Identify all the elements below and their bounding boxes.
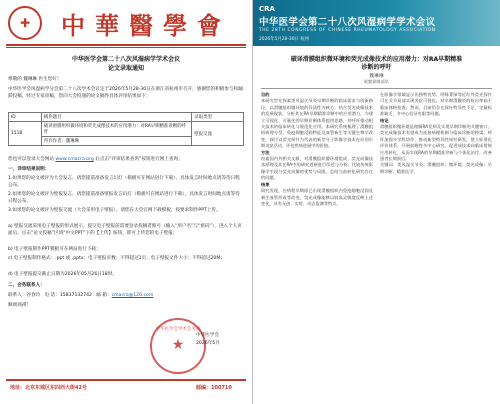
contact-name: 谷春玲: [26, 293, 41, 298]
section-aim: 目的: [261, 92, 270, 97]
footer-rule: [6, 379, 246, 381]
paper-title: 破译滑膜组织微环境和荧光成像技术的应用潜力：对RA早期精准: [290, 56, 463, 63]
table-cell-title: 破译滑膜组织微环境和荧光成像技术的应用潜力：对RA早期精准诊断的呼吁: [41, 122, 191, 137]
rule-paragraph-7: d) 电子壁报提交截止日期为2026年05月26日18时。: [8, 272, 117, 277]
letterhead-rule: [6, 44, 246, 46]
letter-subheading: 论文录取通知: [107, 65, 144, 72]
salutation: 尊敬的 魏琳琳 医生您好！: [8, 77, 62, 82]
paper-column-left: [261, 92, 373, 398]
contact-line: 联系人：谷春玲 电 话：15837132742 邮 箱：cmacra@126.com: [8, 293, 154, 298]
section-conclusion-text: 滑膜组织微环境是理解RA发病及实现早期诊断的关键窗口，荧光成像技术有望成为连接病理机制与临床诊断的桥梁。呼吁加强多学科协作，推动新型特异性探针研发，建立标准化评价体系，开展前瞻性多中心研究，促进该技术向临床常规应用转化，从而实现RA的早期精准诊断与个体化治疗，改善患者长期预后。: [380, 124, 492, 162]
section-conclusion: 结论: [380, 117, 389, 123]
result-table: [8, 112, 244, 146]
paper-title-line2: 诊断的呼吁: [361, 64, 392, 71]
sign-org: 中华医学会: [196, 333, 219, 338]
footer-address: 地址：北京东城区东四西大街42号: [10, 385, 87, 391]
rule-paragraph-6: c) 电子壁报制作格式：.ppt 或 .pptx；电子壁报页数：不得超过1页；电子壁报文件大小：不得超过20M；: [8, 256, 225, 261]
login-note: 您也可以登录大会网站 www.cmacra.org 后点击“评审结果查询”按钮进行网上查询。: [8, 157, 183, 162]
cma-logo-icon: ✚: [8, 6, 42, 40]
rule-paragraph-1: 1.如果您的论文被评为大会发言，请您提前准备发言幻灯（模板可在网站进行下载），具体发言时间地点请等待日程公布。: [8, 176, 240, 188]
section-result-cont: 在影像学领域显示出独特优势。吲哚菁绿等近红外荧光探针可在关节局部实现炎症可视化，对早期滑膜炎的检出率高于临床体格检查。然而，目前仍存在探针特异性不足、定量标准缺乏、多中心验证有限等问题。: [380, 92, 492, 117]
congress-banner: [253, 0, 500, 46]
letterhead-rule-thin: [6, 47, 246, 48]
table-cell-result: 壁报交流: [192, 122, 244, 146]
intro-paragraph: 中华医学会风湿病学分会第二十八次学术会议定于2026年5月28-30日在浙江省杭州市召开，感谢您的积极参与和踊跃投稿，经过专家审稿，您向大会投递的论文稿件具体评审结果如下：: [8, 87, 243, 99]
table-header-title: 稿件题目: [41, 113, 191, 122]
letterhead-title: 中華醫學會: [61, 11, 231, 40]
rule-paragraph-5: b) 电子壁报制作PPT模板可在网站进行下载；: [8, 247, 101, 252]
section-heading-results: 一、详审结果说明：: [8, 167, 50, 172]
table-cell-id: 1518: [9, 122, 42, 146]
section-method: 方法: [261, 149, 270, 155]
banner-title-cn: 中华医学会第二十八次风湿病学学术会议: [259, 17, 436, 28]
contact-email[interactable]: cmacra@126.com: [111, 293, 154, 298]
paper-affiliation: 联勤保障部队: [363, 79, 390, 84]
rule-paragraph-3: 3.如果您的论文被评为壁报交流（大会采用电子壁报），请您在大会官网下载模板，按要求制作PPT上传。: [8, 208, 221, 213]
section-result-text: 研究发现，在病程早期即已出现滑膜组织内免疫细胞浸润及新生血管形成等改变，荧光成像能够以较高灵敏度反映上述变化，具有无创、实时、动态监测等特点。: [261, 188, 373, 206]
section-heading-contact: 二、会务联系人：: [8, 283, 45, 288]
official-seal: 中华医学会学术会务部 ★: [150, 318, 206, 374]
table-header-id: ID: [9, 113, 42, 122]
sign-date: 2026年5月: [196, 341, 220, 346]
table-cell-authors: 所有作者：魏琳琳: [41, 137, 191, 146]
letter-heading: 中华医学会第二十八次风湿病学学术会议: [71, 56, 180, 63]
paper-column-right: [380, 92, 492, 398]
keywords: 关键词：类风湿关节炎；滑膜组织；微环境；荧光成像；早期诊断；精准医学。: [380, 162, 492, 174]
closing-line: 顺颂商祺！: [8, 303, 31, 308]
seal-star-icon: ★: [171, 337, 185, 353]
paper-author: 魏琳琳: [369, 74, 384, 79]
section-method-text: 检索国内外相关文献，对滑膜组织微环境组成、荧光成像技术原理及其在RA中的研究进展进行综述与分析，比较传统影像学手段与荧光成像的优势与局限，总结当前转化研究存在的问题。: [261, 156, 373, 181]
cra-logo: CRA: [259, 5, 275, 13]
banner-title-en: THE 28TH CONGRESS OF CHINESE RHEUMATOLOGY ASSOCIATION: [259, 28, 436, 33]
conference-website-link[interactable]: www.cmacra.org: [55, 157, 94, 162]
footer-postcode: 邮编：100710: [196, 385, 232, 391]
banner-date: 2026年5月28-30日 杭州: [259, 37, 310, 42]
contact-phone: 15837132742: [59, 293, 92, 298]
paper-divider: [261, 88, 492, 89]
section-aim-text: 本研究旨在探索类风湿关节炎早期诊断的临床需求与创新路径，以滑膜组织微环境的异质性为核心，结合荧光成像技术的发展现状，分析其在RA早期精准诊断中的应用潜力，为建立可视化、可量化的早期诊断体系提供思路，并呼吁推动相关技术的临床转化与规范化应用。本研究系统梳理了滑膜组织病理分型、免疫细胞浸润特征及血管新生等关键生物学改变，探讨以荧光探针为代表的新型分子影像学技术在识别早期炎症活动、评估疾病进展中的价值。: [261, 98, 373, 149]
section-result: 结果: [261, 181, 270, 187]
poster-paper: [253, 0, 500, 404]
rule-paragraph-4: a) 壁报交流采用电子壁报的形式展示，提交电子壁报前需要登录投稿者账号（输入“用户名”与“密码”），进入个人页面后，点击“论文投稿”区域“中文PPT”下的【上传】按钮，即可上传您的电子壁报；: [8, 224, 242, 236]
rule-paragraph-2: 2.如果您的论文被评为壁报发言，请您提前准备壁报发言幻灯（模板可在网站进行下载），具体发言时间地点请等待日程公布。: [8, 192, 240, 204]
table-header-result: 录取类型: [192, 113, 244, 122]
